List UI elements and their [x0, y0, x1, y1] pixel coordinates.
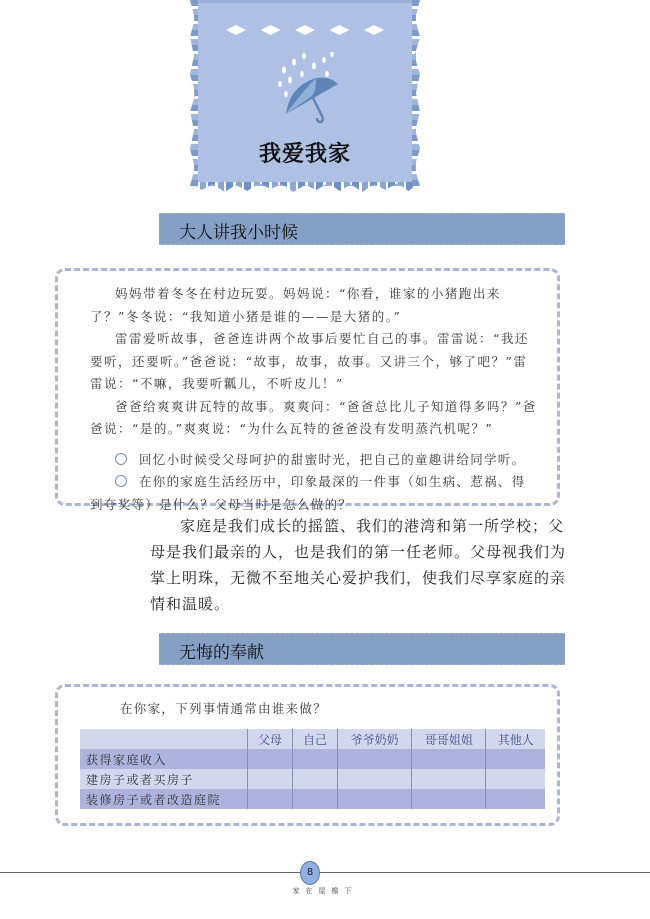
chapter-title-card	[194, 0, 416, 186]
table-cell	[293, 769, 338, 789]
table-cell	[412, 769, 486, 789]
table-cell	[338, 749, 412, 769]
page-number: 8	[300, 861, 320, 885]
circle-bullet-icon	[115, 475, 127, 487]
column-header: 哥哥姐姐	[412, 729, 486, 749]
column-header: 其他人	[486, 729, 545, 749]
story-paragraph: 妈妈带着冬冬在村边玩耍。妈妈说：“你看，谁家的小猪跑出来了？”冬冬说：“我知道小猪是谁的——是大猪的。”	[90, 286, 501, 324]
table-cell	[338, 769, 412, 789]
diamond-icon	[330, 25, 350, 35]
diamond-icon	[226, 25, 246, 35]
footer-rule	[0, 872, 650, 873]
table-cell	[486, 769, 545, 789]
column-header: 自己	[293, 729, 338, 749]
chores-table	[80, 729, 545, 809]
table-cell	[486, 789, 545, 809]
diamond-icon	[261, 25, 281, 35]
table-row	[80, 749, 545, 769]
footer-book-title: 家在屋檐下	[292, 887, 358, 895]
table-cell	[293, 749, 338, 769]
diamond-row	[226, 25, 384, 35]
story-paragraph: 爸爸给爽爽讲瓦特的故事。爽爽问：“爸爸总比儿子知道得多吗？”爸爸说：“是的。”爽爽说：“为什么瓦特的爸爸没有发明蒸汽机呢？”	[90, 398, 537, 436]
table-cell	[412, 789, 486, 809]
row-label: 建房子或者买房子	[86, 772, 195, 787]
story-text	[90, 283, 537, 516]
discussion-prompts	[90, 449, 537, 517]
row-label: 获得家庭收入	[86, 752, 168, 767]
table-cell	[338, 789, 412, 809]
prompt-item	[90, 471, 537, 516]
section-heading: 无悔的奉献	[179, 643, 264, 663]
table-row	[80, 789, 545, 809]
column-header: 爷爷奶奶	[338, 729, 412, 749]
prompt-text: 回忆小时候受父母呵护的甜蜜时光，把自己的童趣讲给同学听。	[139, 451, 526, 467]
table-cell	[248, 789, 293, 809]
table-cell	[412, 749, 486, 769]
table-cell	[248, 769, 293, 789]
section-heading: 大人讲我小时候	[179, 223, 298, 243]
table-cell	[486, 749, 545, 769]
survey-question: 在你家，下列事情通常由谁来做？	[120, 701, 328, 716]
column-header	[80, 729, 248, 749]
table-cell	[293, 789, 338, 809]
chapter-title: 我爱我家	[258, 141, 351, 167]
table-row	[80, 769, 545, 789]
survey-box	[55, 684, 560, 826]
row-label: 装修房子或者改造庭院	[86, 792, 222, 807]
prompt-item	[90, 449, 537, 472]
story-box	[55, 268, 560, 512]
prompt-text: 在你的家庭生活经历中，印象最深的一件事（如生病、惹祸、得到夸奖等）是什么？父母当时是怎么做的？	[90, 474, 526, 512]
table-header-row	[80, 729, 545, 749]
table-cell	[248, 749, 293, 769]
section-banner-childhood	[159, 213, 565, 245]
section-banner-devotion	[159, 633, 565, 665]
story-paragraph: 雷雷爱听故事，爸爸连讲两个故事后要忙自己的事。雷雷说：“我还要听，还要听。”爸爸说：“故事，故事，故事。又讲三个，够了吧？”雷雷说：“不嘛，我要听瓤儿，不听皮儿！”	[90, 331, 529, 391]
diamond-icon	[295, 25, 315, 35]
column-header: 父母	[248, 729, 293, 749]
main-paragraph: 家庭是我们成长的摇篮、我们的港湾和第一所学校；父母是我们最亲的人，也是我们的第一任老师。父母视我们为掌上明珠，无微不至地关心爱护我们，使我们尽享家庭的亲情和温暖。	[150, 517, 567, 613]
umbrella-with-rain-icon	[272, 52, 342, 128]
diamond-icon	[364, 25, 384, 35]
circle-bullet-icon	[115, 453, 127, 465]
